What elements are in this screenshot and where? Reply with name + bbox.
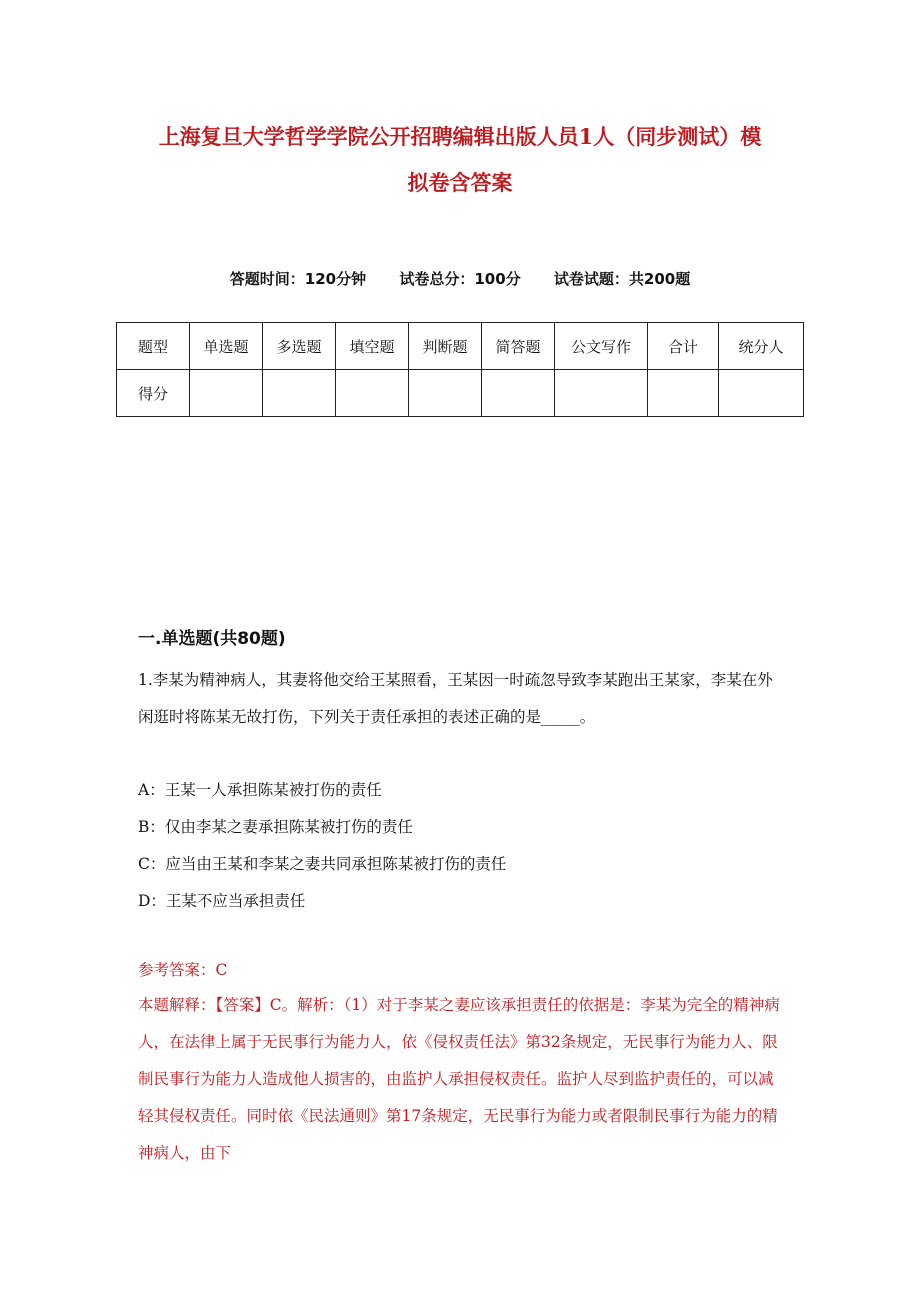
score-cell [190,370,263,417]
header-cell: 多选题 [263,323,336,370]
score-cell [719,370,804,417]
header-cell: 填空题 [336,323,409,370]
answer-explanation: 本题解释：【答案】C。解析：（1）对于李某之妻应该承担责任的依据是：李某为完全的精神病人，在法律上属于无民事行为能力人，依《侵权责任法》第32条规定，无民事行为能力人、限制民事行为能力人造成他人损害的，由监护人承担侵权责任。监护人尽到监护责任的，可以减轻其侵权责任。同时依《民法通则》第17条规定，无民事行为能力或者限制民事行为能力的精神病人，由下 [138,996,780,1162]
header-cell: 公文写作 [555,323,648,370]
exam-question-count: 试卷试题：共200题 [553,270,691,288]
option-a: A：王某一人承担陈某被打伤的责任 [138,781,382,799]
score-cell [555,370,648,417]
question-options [138,772,788,920]
row-label-cell: 得分 [117,370,190,417]
header-cell: 题型 [117,323,190,370]
header-cell: 统分人 [719,323,804,370]
score-cell [482,370,555,417]
score-cell [263,370,336,417]
option-b: B：仅由李某之妻承担陈某被打伤的责任 [138,818,413,836]
header-cell: 简答题 [482,323,555,370]
score-cell [409,370,482,417]
header-cell: 合计 [648,323,719,370]
header-cell: 判断题 [409,323,482,370]
reference-answer: 参考答案：C [138,961,228,979]
exam-total-score: 试卷总分：100分 [399,270,521,288]
header-cell: 单选题 [190,323,263,370]
score-table-row [117,370,804,417]
exam-time: 答题时间：120分钟 [229,270,367,288]
title-line-1: 上海复旦大学哲学学院公开招聘编辑出版人员1人（同步测试）模 [158,124,762,149]
score-cell [336,370,409,417]
question-text: 1.李某为精神病人，其妻将他交给王某照看，王某因一时疏忽导致李某跑出王某家，李某在外闲逛时将陈某无故打伤，下列关于责任承担的表述正确的是_____。 [138,671,773,726]
score-table [116,322,804,417]
exam-info [0,268,920,289]
title-line-2: 拟卷含答案 [407,170,513,195]
score-table-header-row [117,323,804,370]
score-cell [648,370,719,417]
section-title: 一.单选题(共80题) [138,629,286,649]
option-c: C：应当由王某和李某之妻共同承担陈某被打伤的责任 [138,855,507,873]
option-d: D：王某不应当承担责任 [138,892,306,910]
